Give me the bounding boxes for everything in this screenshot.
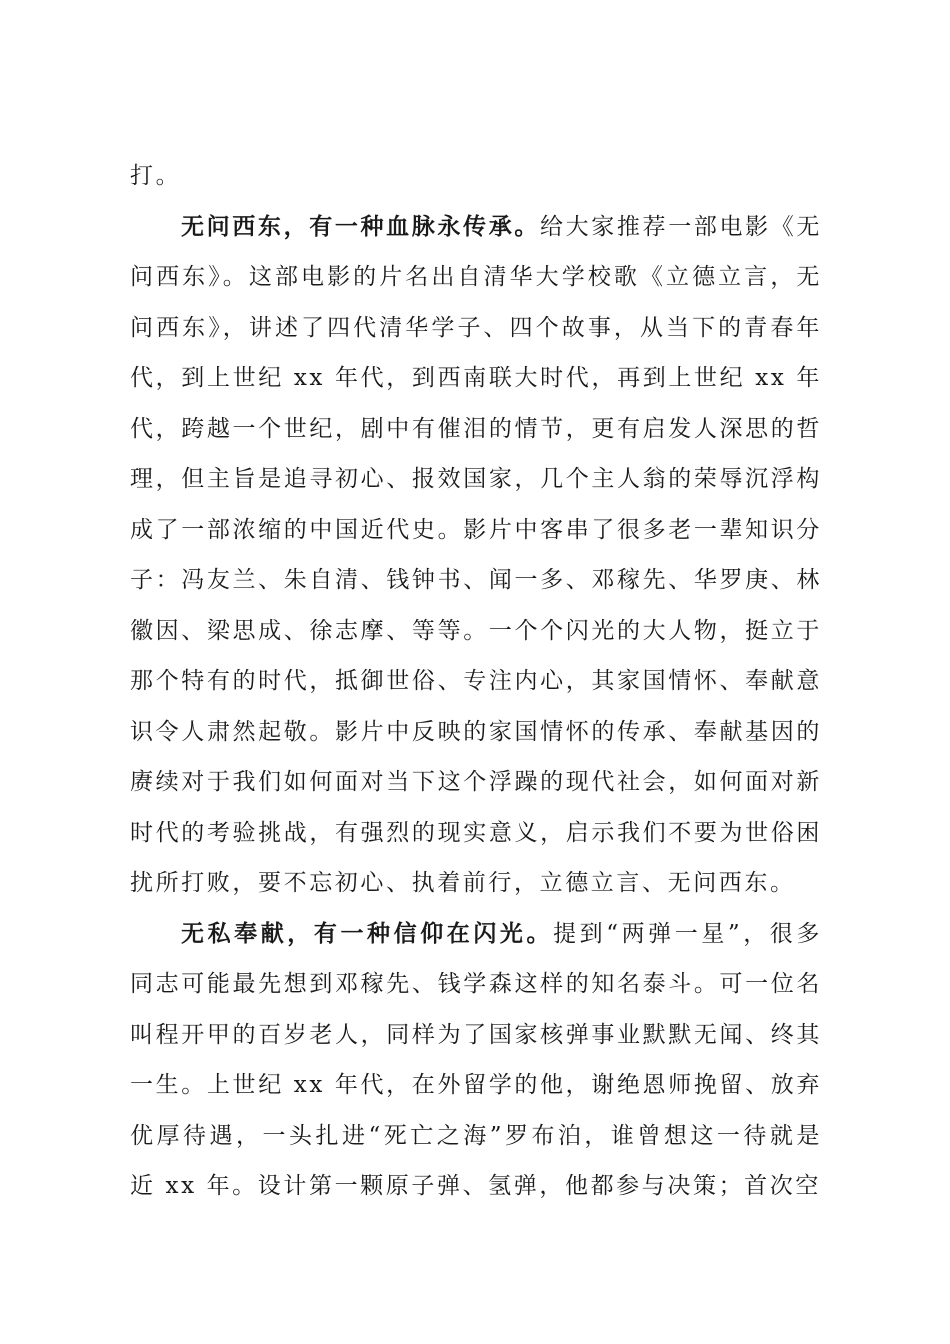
paragraph-text: 打。	[130, 163, 182, 189]
paragraph-wuwen-xidong	[130, 202, 822, 909]
paragraph-continuation	[130, 151, 822, 202]
document-body	[130, 151, 822, 1212]
paragraph-lead-heading: 无问西东，有一种血脉永传承。	[181, 212, 540, 240]
paragraph-text: 给大家推荐一部电影《无问西东》。这部电影的片名出自清华大学校歌《立德立言，无问西东》，讲述了四代清华学子、四个故事，从当下的青春年代，到上世纪 xx 年代，到西南联大时代，再到上世纪 xx 年代，跨越一个世纪，剧中有催泪的情节，更有启发人深思的哲理，但主旨是追寻初心、报效国家，几个主人翁的荣辱沉浮构成了一部浓缩的中国近代史。影片中客串了很多老一辈知识分子：冯友兰、朱自清、钱钟书、闻一多、邓稼先、华罗庚、林徽因、梁思成、徐志摩、等等。一个个闪光的大人物，挺立于那个特有的时代，抵御世俗、专注内心，其家国情怀、奉献意识令人肃然起敬。影片中反映的家国情怀的传承、奉献基因的赓续对于我们如何面对当下这个浮躁的现代社会，如何面对新时代的考验挑战，有强烈的现实意义，启示我们不要为世俗困扰所打败，要不忘初心、执着前行，立德立言、无问西东。	[130, 213, 822, 896]
paragraph-wusi-fengxian	[130, 909, 822, 1212]
paragraph-lead-heading: 无私奉献，有一种信仰在闪光。	[181, 919, 554, 947]
paragraph-text: 提到“两弹一星”，很多同志可能最先想到邓稼先、钱学森这样的知名泰斗。可一位名叫程开甲的百岁老人，同样为了国家核弹事业默默无闻、终其一生。上世纪 xx 年代，在外留学的他，谢绝恩师挽留、放弃优厚待遇，一头扎进“死亡之海”罗布泊，谁曾想这一待就是近 xx 年。设计第一颗原子弹、氢弹，他都参与决策；首次空	[130, 920, 822, 1199]
